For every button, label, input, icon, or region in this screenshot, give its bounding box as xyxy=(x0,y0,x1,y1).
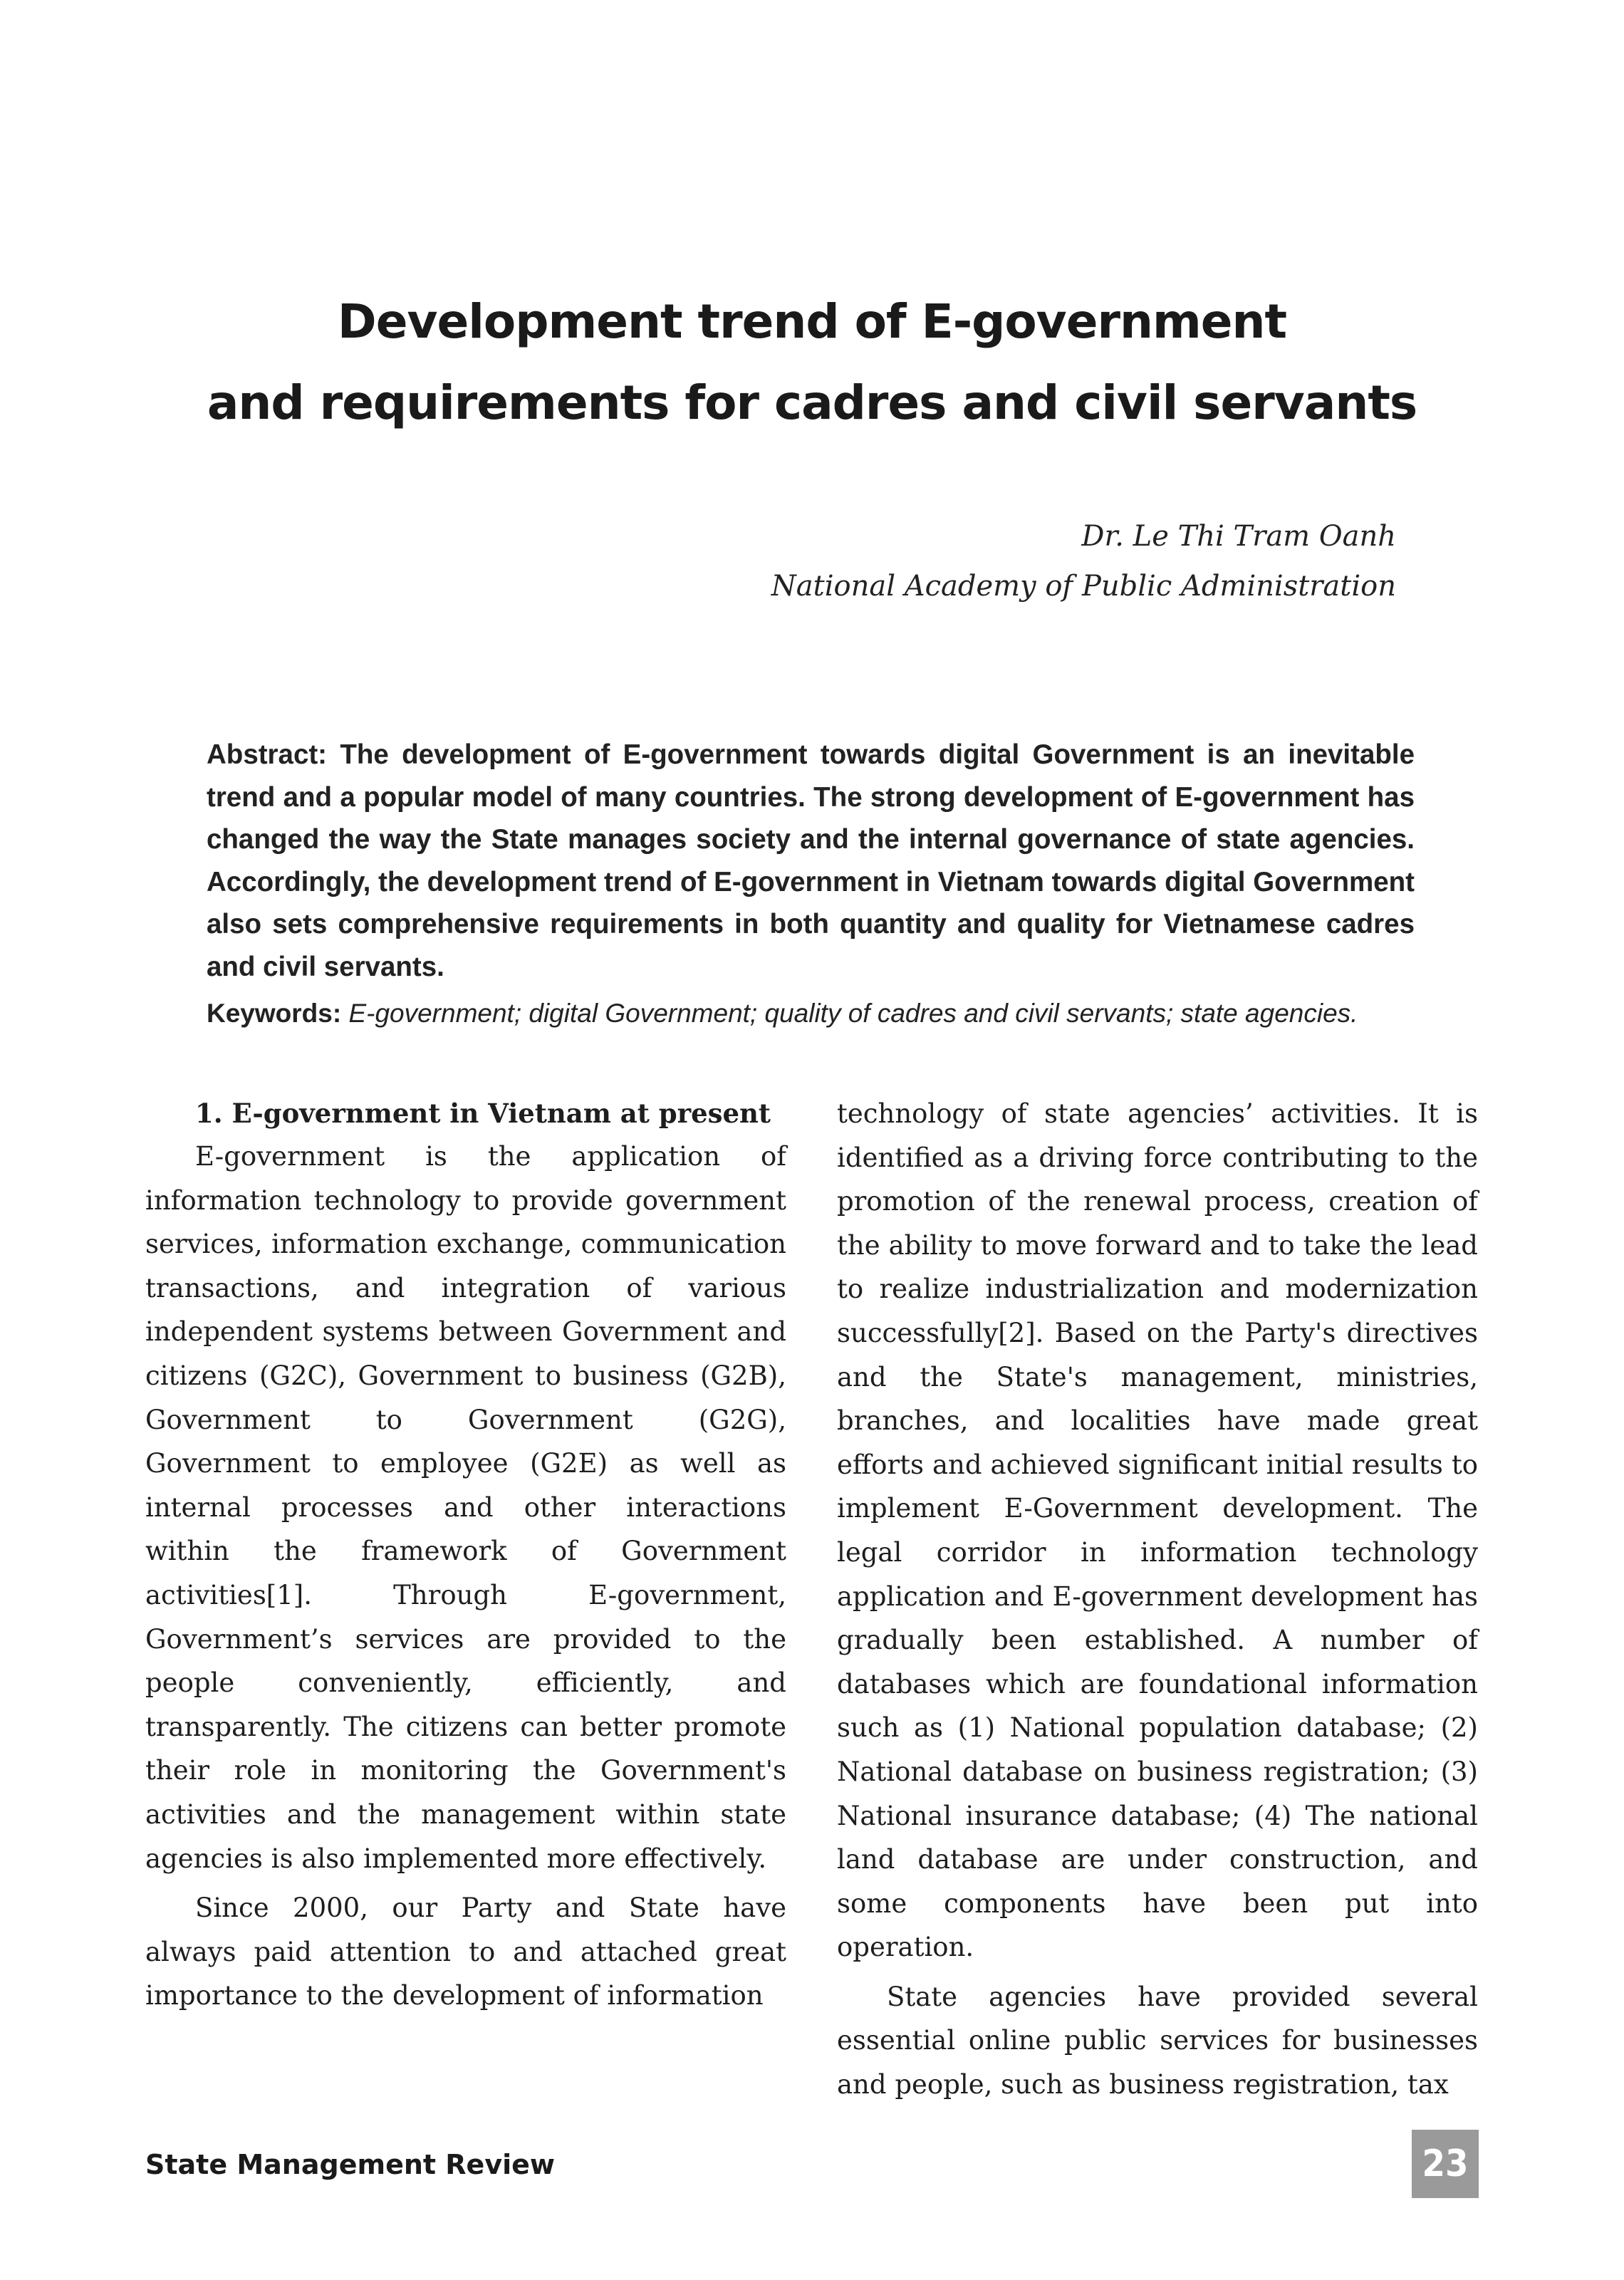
author-name: Dr. Le Thi Tram Oanh xyxy=(1081,520,1396,553)
right-column xyxy=(837,1092,1478,2113)
author-affiliation: National Academy of Public Administration xyxy=(771,570,1396,603)
section-heading: 1. E-government in Vietnam at present xyxy=(195,1098,771,1129)
left-column xyxy=(145,1092,786,2024)
keywords-label: Keywords: xyxy=(207,999,342,1028)
abstract-text: Abstract: The development of E-government towards digital Government is an inevitable trend and a popular model of many countries. The strong development of E-government has changed the way the State manages society and the internal governance of state agencies. Accordingly, the development trend of E-government in Vietnam towards digital Government also sets comprehensive requirements in both quantity and quality for Vietnamese cadres and civil servants. xyxy=(207,739,1415,982)
article-title xyxy=(0,281,1624,444)
right-paragraph-2: State agencies have provided several essential online public services for businesses and people, such as business registration, tax xyxy=(837,1981,1478,2101)
title-line-2: and requirements for cadres and civil servants xyxy=(207,375,1417,430)
page-number: 23 xyxy=(1412,2130,1479,2198)
left-paragraph-2: Since 2000, our Party and State have always paid attention to and attached great importance to the development of information xyxy=(145,1893,786,2011)
title-line-1: Development trend of E-government xyxy=(337,294,1287,349)
keywords-value: E-government; digital Government; quality of cadres and civil servants; state agencies. xyxy=(348,999,1358,1028)
author-block xyxy=(470,511,1396,611)
left-paragraph-1: E-government is the application of information technology to provide government services, information exchange, communication transactions, and integration of various independent systems between Government and citizens (G2C), Government to business (G2B), Government to Government (G2G), Government to employee (G2E) as well as internal processes and other interactions within the framework of Government activities[1]. Through E-government, Government’s services are provided to the people conveniently, efficiently, and transparently. The citizens can better promote their role in monitoring the Government's activities and the management within state agencies is also implemented more effectively. xyxy=(145,1141,786,1874)
right-paragraph-1: technology of state agencies’ activities. It is identified as a driving force contributing to the promotion of the renewal process, creation of the ability to move forward and to take the lead to realize industrialization and modernization successfully[2]. Based on the Party's directives and the State's management, ministries, branches, and localities have made great efforts and achieved significant initial results to implement E-Government development. The legal corridor in information technology application and E-government development has gradually been established. A number of databases which are foundational information such as (1) National population database; (2) National database on business registration; (3) National insurance database; (4) The national land database are under construction, and some components have been put into operation. xyxy=(837,1098,1478,1963)
journal-name: State Management Review xyxy=(145,2149,555,2180)
keywords-line xyxy=(207,992,1415,1035)
